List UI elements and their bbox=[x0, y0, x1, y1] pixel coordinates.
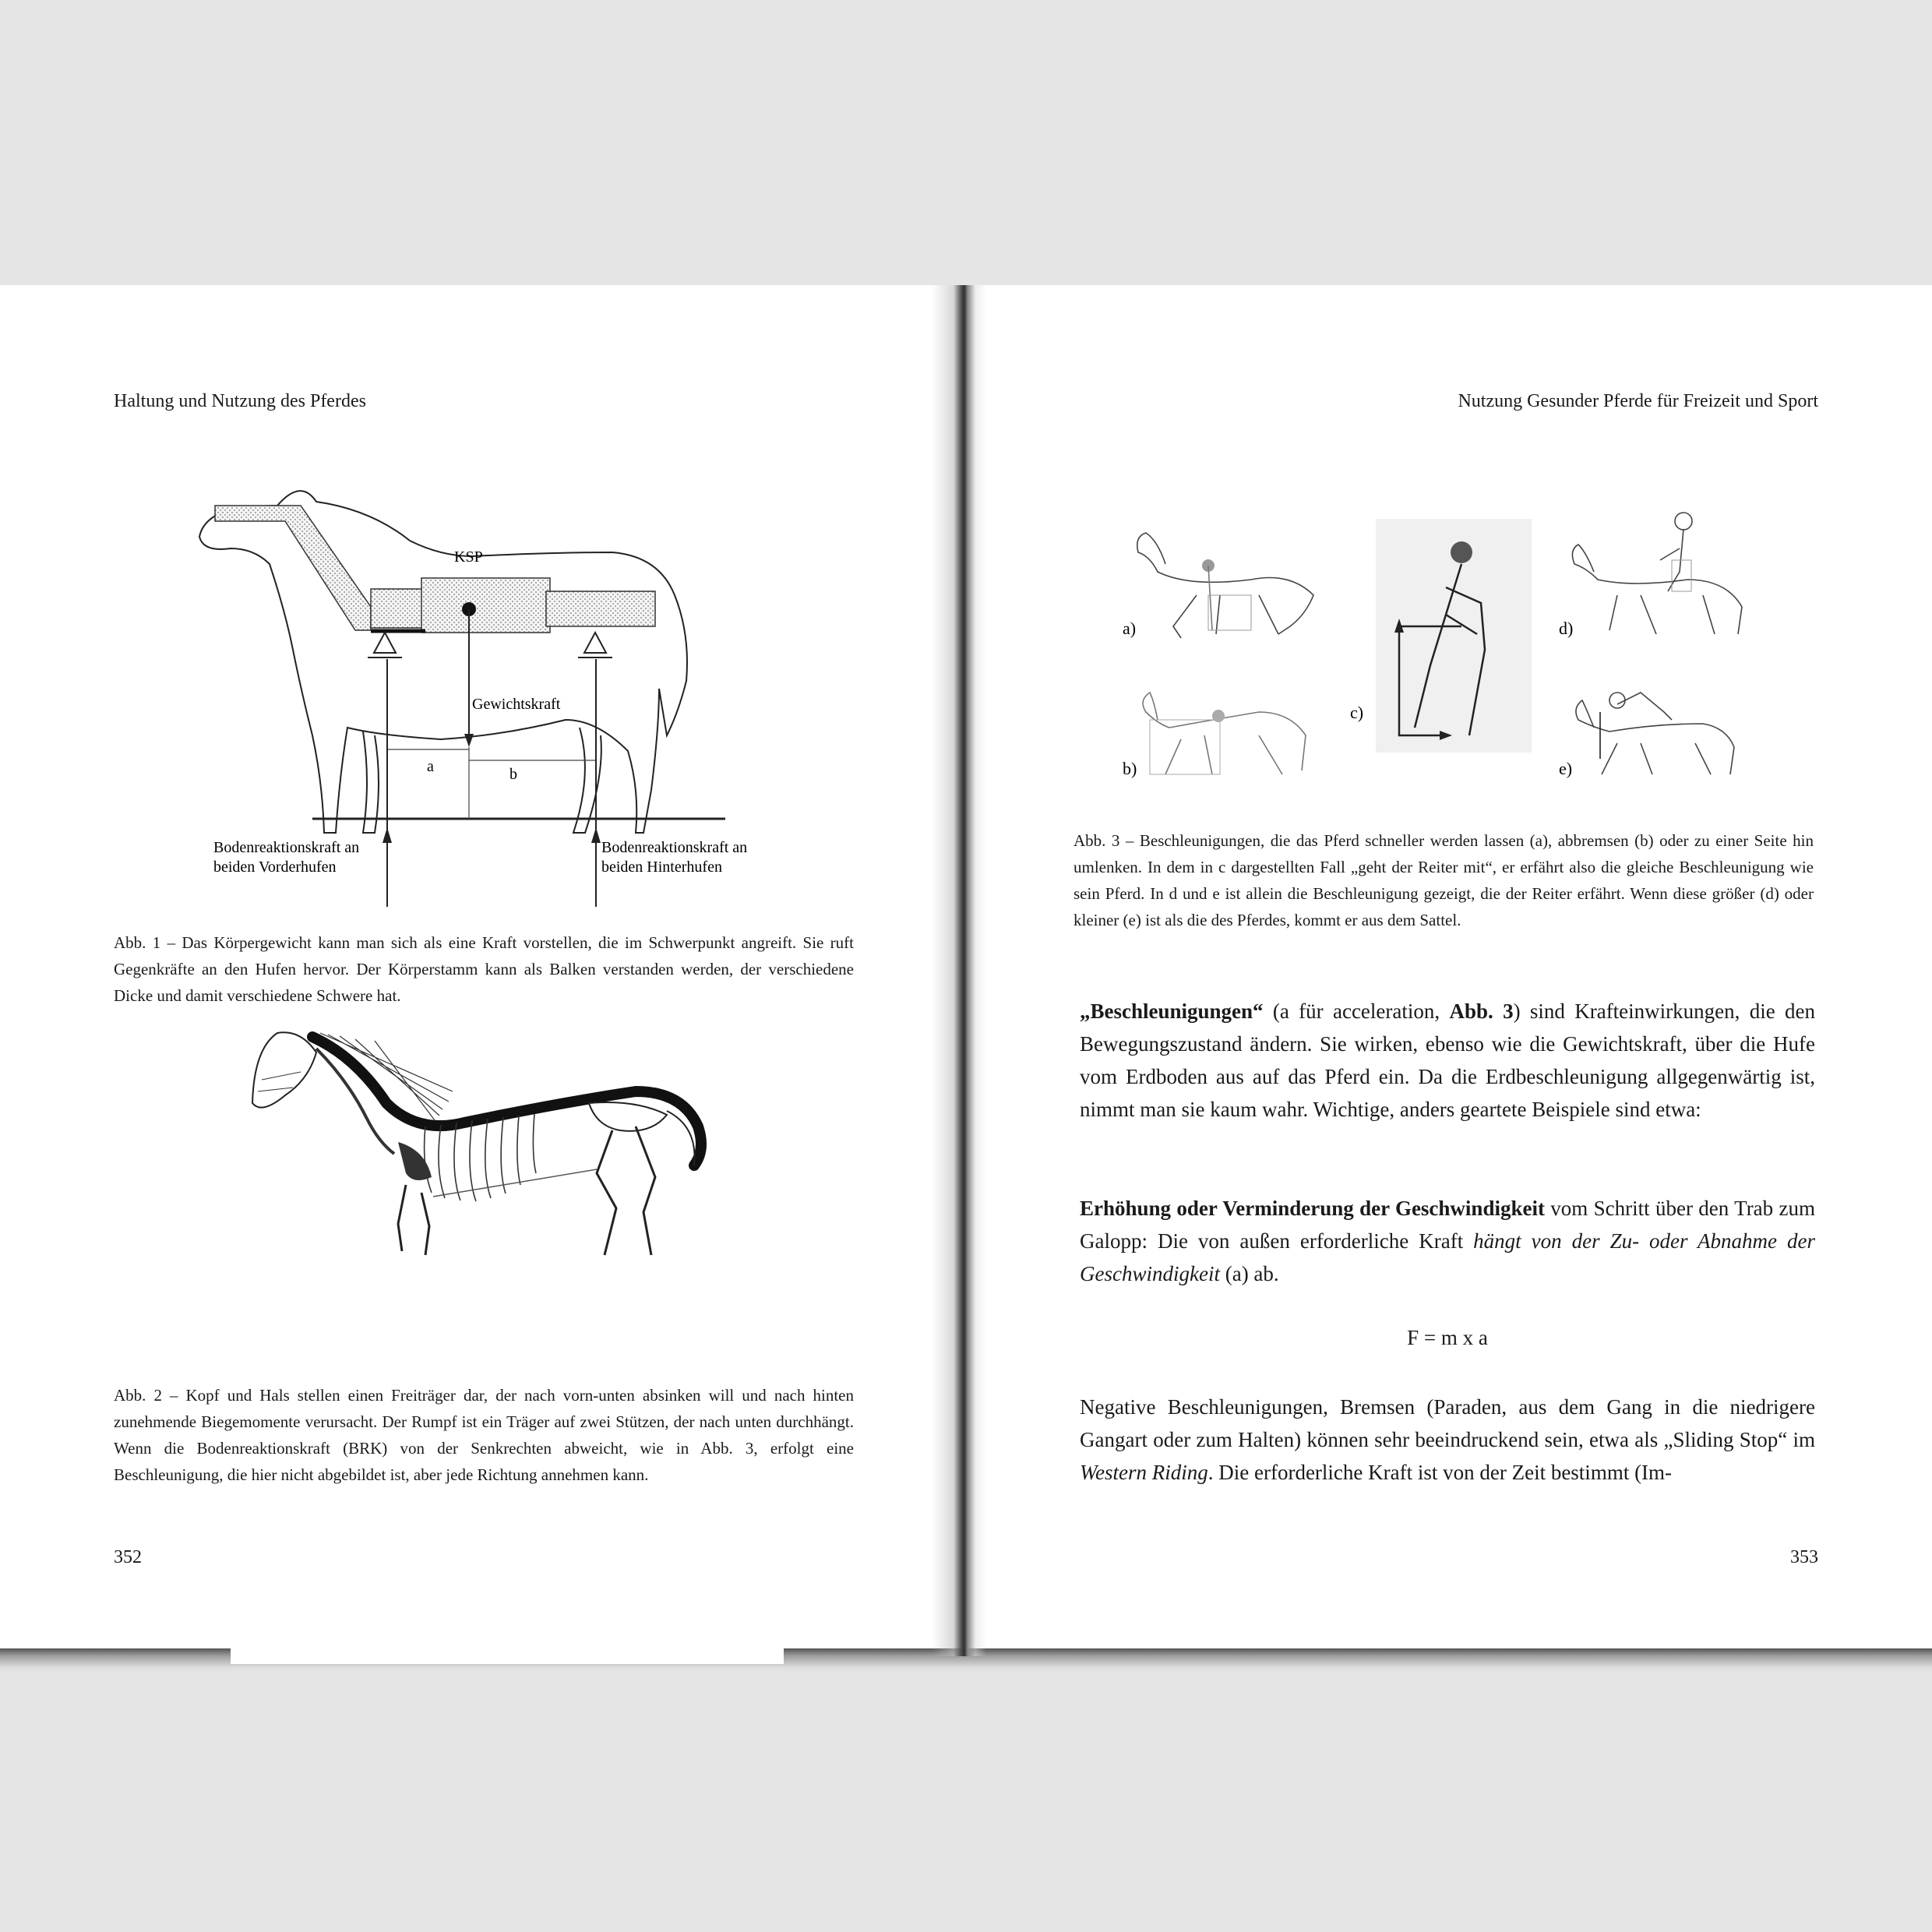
panel-e-horse bbox=[1576, 693, 1734, 774]
left-page bbox=[0, 285, 943, 1648]
figure-3-caption: Abb. 3 – Beschleunigungen, die das Pferd schneller werden lassen (a), abbremsen (b) oder zu einer Seite hin umlenken. In dem in c dargestellten Fall „geht der Reiter mit“, er erfährt also die gleiche Beschleunigung wie sein Pferd. In d und e ist allein die Beschleunigung gezeigt, die der Reiter erfährt. Wenn diese größer (d) oder kleiner (e) ist als die des Pferdes, kommt er aus dem Sattel. bbox=[1074, 831, 1814, 929]
panel-b-label: b) bbox=[1123, 759, 1137, 778]
figure-1-force-diagram bbox=[114, 478, 854, 915]
rider-acceleration-panels bbox=[1080, 478, 1815, 806]
hind-force-label-2: beiden Hinterhufen bbox=[601, 858, 722, 876]
horse-force-diagram bbox=[114, 478, 854, 915]
term-geschwindigkeit: Erhöhung oder Verminderung der Geschwindigkeit bbox=[1080, 1197, 1545, 1220]
figure-2-skeleton bbox=[231, 1017, 784, 1664]
running-head-left: Haltung und Nutzung des Pferdes bbox=[114, 391, 366, 411]
panel-c-label: c) bbox=[1350, 703, 1364, 722]
horse-outline bbox=[199, 491, 687, 833]
right-page bbox=[974, 285, 1932, 1648]
neck-beam bbox=[215, 506, 371, 630]
trunk-beam-front bbox=[371, 589, 425, 628]
page-number-right: 353 bbox=[1790, 1547, 1818, 1567]
gewichtskraft-label: Gewichtskraft bbox=[472, 696, 561, 713]
hind-force-label-1: Bodenreaktionskraft an bbox=[601, 839, 748, 856]
front-force-label-2: beiden Vorderhufen bbox=[213, 858, 337, 876]
panel-b-horse bbox=[1143, 693, 1306, 774]
horse-skeleton-drawing bbox=[231, 1017, 784, 1267]
paragraph-beschleunigungen: „Beschleunigungen“ (a für acceleration, Abb. 3) sind Krafteinwirkungen, die den Bewegungszustand ändern. Sie wirken, ebenso wie die Gewichtskraft, über die Hufe vom Erdboden aus auf das Pferd ein. Da die Erdbeschleunigung allgegenwärtig ist, nimmt man sie kaum wahr. Wichtige, anders geartete Beispiele sind etwa: bbox=[1080, 999, 1816, 1121]
panel-a-label: a) bbox=[1123, 619, 1137, 638]
panel-e-label: e) bbox=[1559, 759, 1573, 778]
trunk-beam-mid bbox=[421, 578, 550, 633]
page-number-left: 352 bbox=[114, 1547, 142, 1567]
running-head-right: Nutzung Gesunder Pferde für Freizeit und Sport bbox=[1458, 391, 1818, 411]
figure-3-reference: Abb. 3 bbox=[1449, 999, 1514, 1023]
panel-d-label: d) bbox=[1559, 619, 1574, 638]
lever-a-label: a bbox=[427, 758, 434, 775]
term-beschleunigungen: „Beschleunigungen“ bbox=[1080, 999, 1264, 1023]
trunk-beam-rear bbox=[546, 591, 655, 626]
panel-d-horse bbox=[1572, 513, 1742, 634]
lever-b-label: b bbox=[509, 766, 517, 783]
panel-a-horse bbox=[1137, 533, 1313, 638]
figure-3-accelerations bbox=[1080, 478, 1815, 806]
figure-2-caption: Abb. 2 – Kopf und Hals stellen einen Freiträger dar, der nach vorn-unten absinken will und nach hinten zunehmende Biegemomente verursacht. Der Rumpf ist ein Träger auf zwei Stützen, der nach unten durchhängt. Wenn die Bodenreaktionskraft (BRK) von der Senkrechten abweicht, wie in Abb. 3, erfolgt eine Beschleunigung, die hier nicht abgebildet ist, aber jede Richtung annehmen kann. bbox=[114, 1386, 854, 1484]
ksp-label: KSP bbox=[454, 548, 483, 566]
front-force-label-1: Bodenreaktionskraft an bbox=[213, 839, 360, 856]
formula: F = m x a bbox=[1407, 1326, 1488, 1349]
figure-1-caption: Abb. 1 – Das Körpergewicht kann man sich als eine Kraft vorstellen, die im Schwerpunkt angreift. Sie ruft Gegenkräfte an den Hufen hervor. Der Körperstamm kann als Balken verstanden werden, der verschiedene Dicke und damit verschiedene Schwere hat. bbox=[114, 933, 854, 1005]
paragraph-negative-beschleunigungen: Negative Beschleunigungen, Bremsen (Paraden, aus dem Gang in die niedrigere Gangart oder zum Halten) können sehr beeindruckend sein, etwa als „Sliding Stop“ im Western Riding. Die erforderliche Kraft ist von der Zeit bestimmt (Im- bbox=[1080, 1395, 1815, 1484]
paragraph-geschwindigkeit: Erhöhung oder Verminderung der Geschwindigkeit vom Schritt über den Trab zum Galopp: Die von außen erforderliche Kraft hängt von der Zu- oder Abnahme der Geschwindigkeit (a) ab. bbox=[1080, 1197, 1815, 1285]
